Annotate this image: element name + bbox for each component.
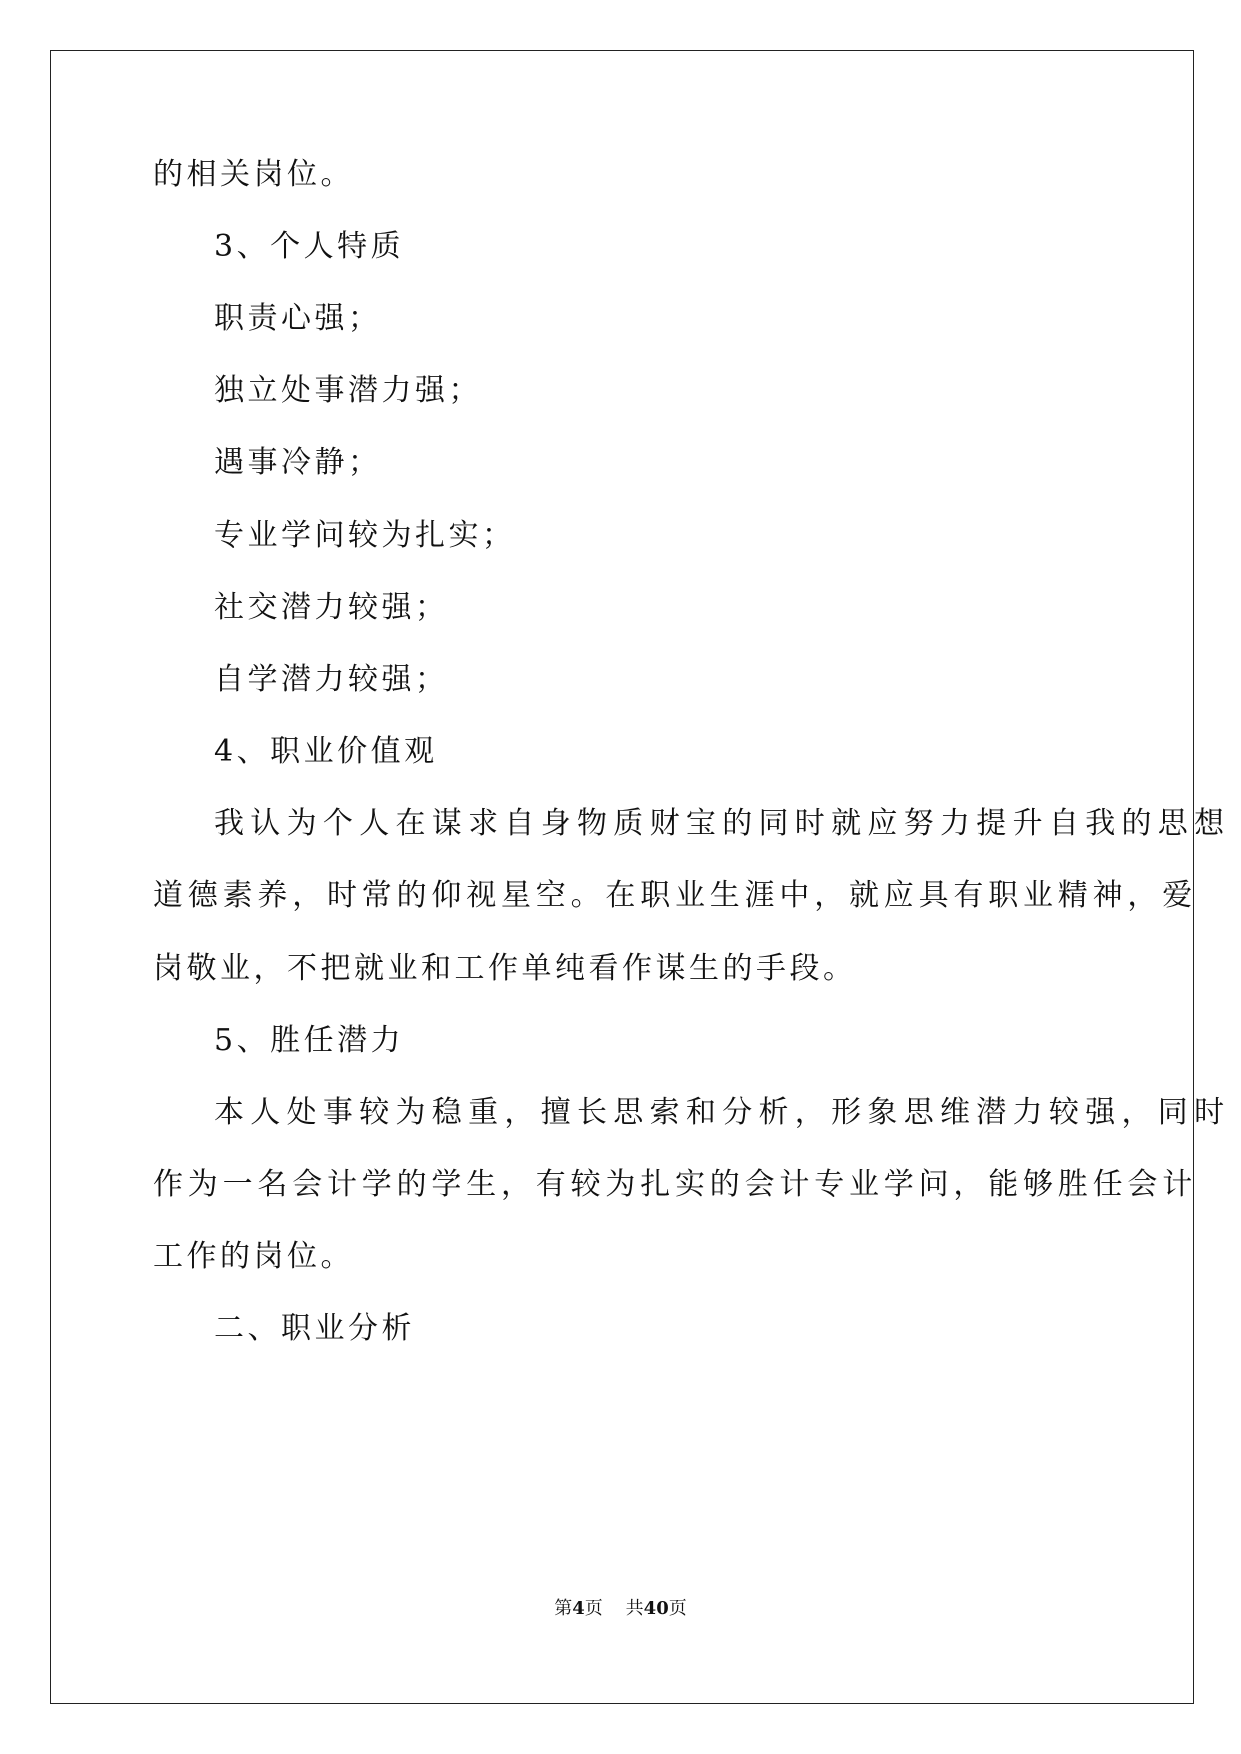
section-heading: 4、职业价值观 <box>214 734 438 769</box>
footer-total-unit: 页 <box>668 1598 687 1619</box>
current-page-number: 4 <box>572 1598 585 1619</box>
section-heading: 二、职业分析 <box>214 1311 415 1346</box>
paragraph-line: 作为一名会计学的学生，有较为扎实的会计专业学问，能够胜任会计 <box>153 1167 1197 1202</box>
paragraph-line: 岗敬业，不把就业和工作单纯看作谋生的手段。 <box>153 951 857 986</box>
page-footer <box>0 1597 1241 1621</box>
paragraph-line: 的相关岗位。 <box>153 157 354 192</box>
footer-total-prefix: 共 <box>625 1598 644 1619</box>
paragraph-line: 工作的岗位。 <box>153 1239 354 1274</box>
footer-page-unit: 页 <box>584 1598 603 1619</box>
footer-prefix: 第 <box>554 1598 573 1619</box>
total-pages-number: 40 <box>643 1598 669 1619</box>
section-heading: 5、胜任潜力 <box>214 1023 405 1058</box>
list-item: 独立处事潜力强； <box>214 373 482 408</box>
paragraph-line: 本人处事较为稳重，擅长思索和分析，形象思维潜力较强，同时 <box>214 1095 1231 1130</box>
list-item: 专业学问较为扎实； <box>214 518 516 553</box>
paragraph-line: 道德素养，时常的仰视星空。在职业生涯中，就应具有职业精神，爱 <box>153 878 1197 913</box>
list-item: 职责心强； <box>214 301 382 336</box>
list-item: 遇事冷静； <box>214 445 382 480</box>
list-item: 社交潜力较强； <box>214 590 449 625</box>
list-item: 自学潜力较强； <box>214 662 449 697</box>
paragraph-line: 我认为个人在谋求自身物质财宝的同时就应努力提升自我的思想 <box>214 806 1231 841</box>
section-heading: 3、个人特质 <box>214 229 405 264</box>
